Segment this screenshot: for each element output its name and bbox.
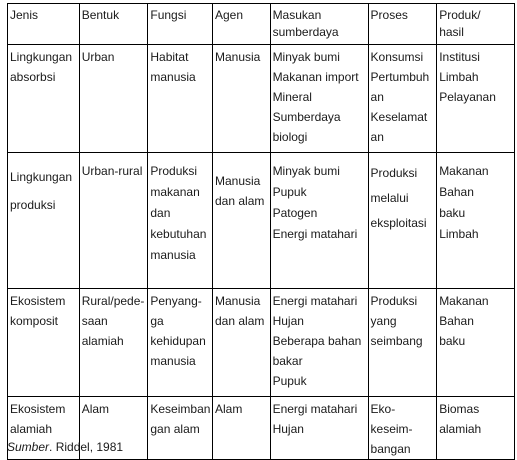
table-cell: Produksi makanan dan kebutuhan manusia <box>148 153 213 289</box>
table-cell: Alam <box>213 397 271 460</box>
table-cell: Lingkungan produksi <box>8 153 80 289</box>
table-cell: Urban <box>79 45 148 153</box>
table-cell: Energi matahari Hujan Beberapa bahan bakar Pupuk <box>270 289 368 397</box>
table-cell: Minyak bumi Makanan import Mineral Sumberdaya biologi <box>270 45 368 153</box>
table-cell: Ekosistem alamiah <box>8 397 80 460</box>
table-cell: Energi matahari Hujan <box>270 397 368 460</box>
table-cell: Manusia dan alam <box>213 153 271 289</box>
table-row <box>8 153 515 289</box>
table-cell: Institusi Limbah Pelayanan <box>437 45 515 153</box>
table-cell: Ekosistem komposit <box>8 289 80 397</box>
header-cell-fungsi: Fungsi <box>148 4 213 45</box>
table-header-row <box>8 4 515 45</box>
table-cell: Eko- keseim- bangan <box>368 397 437 460</box>
header-cell-bentuk: Bentuk <box>79 4 148 45</box>
table-cell: Habitat manusia <box>148 45 213 153</box>
header-cell-produk: Produk/ hasil <box>437 4 515 45</box>
table-cell: Manusia <box>213 45 271 153</box>
table-cell: Alam <box>79 397 148 460</box>
table-cell: Minyak bumi Pupuk Patogen Energi matahari <box>270 153 368 289</box>
source-text: . Riddel, 1981 <box>49 440 124 454</box>
table-cell: Biomas alamiah <box>437 397 515 460</box>
source-label: Sumber <box>7 440 50 454</box>
header-cell-masukan: Masukan sumberdaya <box>270 4 368 45</box>
table-cell: Keseimban gan alam <box>148 397 213 460</box>
table-cell: Makanan Bahan baku Limbah <box>437 153 515 289</box>
table-cell: Makanan Bahan baku <box>437 289 515 397</box>
table-row <box>8 289 515 397</box>
table-cell: Lingkungan absorbsi <box>8 45 80 153</box>
table-cell: Manusia dan alam <box>213 289 271 397</box>
header-cell-agen: Agen <box>213 4 271 45</box>
table-cell: Rural/pede- saan alamiah <box>79 289 148 397</box>
table-cell: Penyang- ga kehidupan manusia <box>148 289 213 397</box>
table-cell: Konsumsi Pertumbuh an Keselamat an <box>368 45 437 153</box>
table-row <box>8 45 515 153</box>
table-cell: Urban-rural <box>79 153 148 289</box>
header-cell-proses: Proses <box>368 4 437 45</box>
source-caption <box>7 440 123 454</box>
header-cell-jenis: Jenis <box>8 4 80 45</box>
data-table <box>7 3 515 460</box>
table-cell: Produksi yang seimbang <box>368 289 437 397</box>
table-cell: Produksi melalui eksploitasi <box>368 153 437 289</box>
